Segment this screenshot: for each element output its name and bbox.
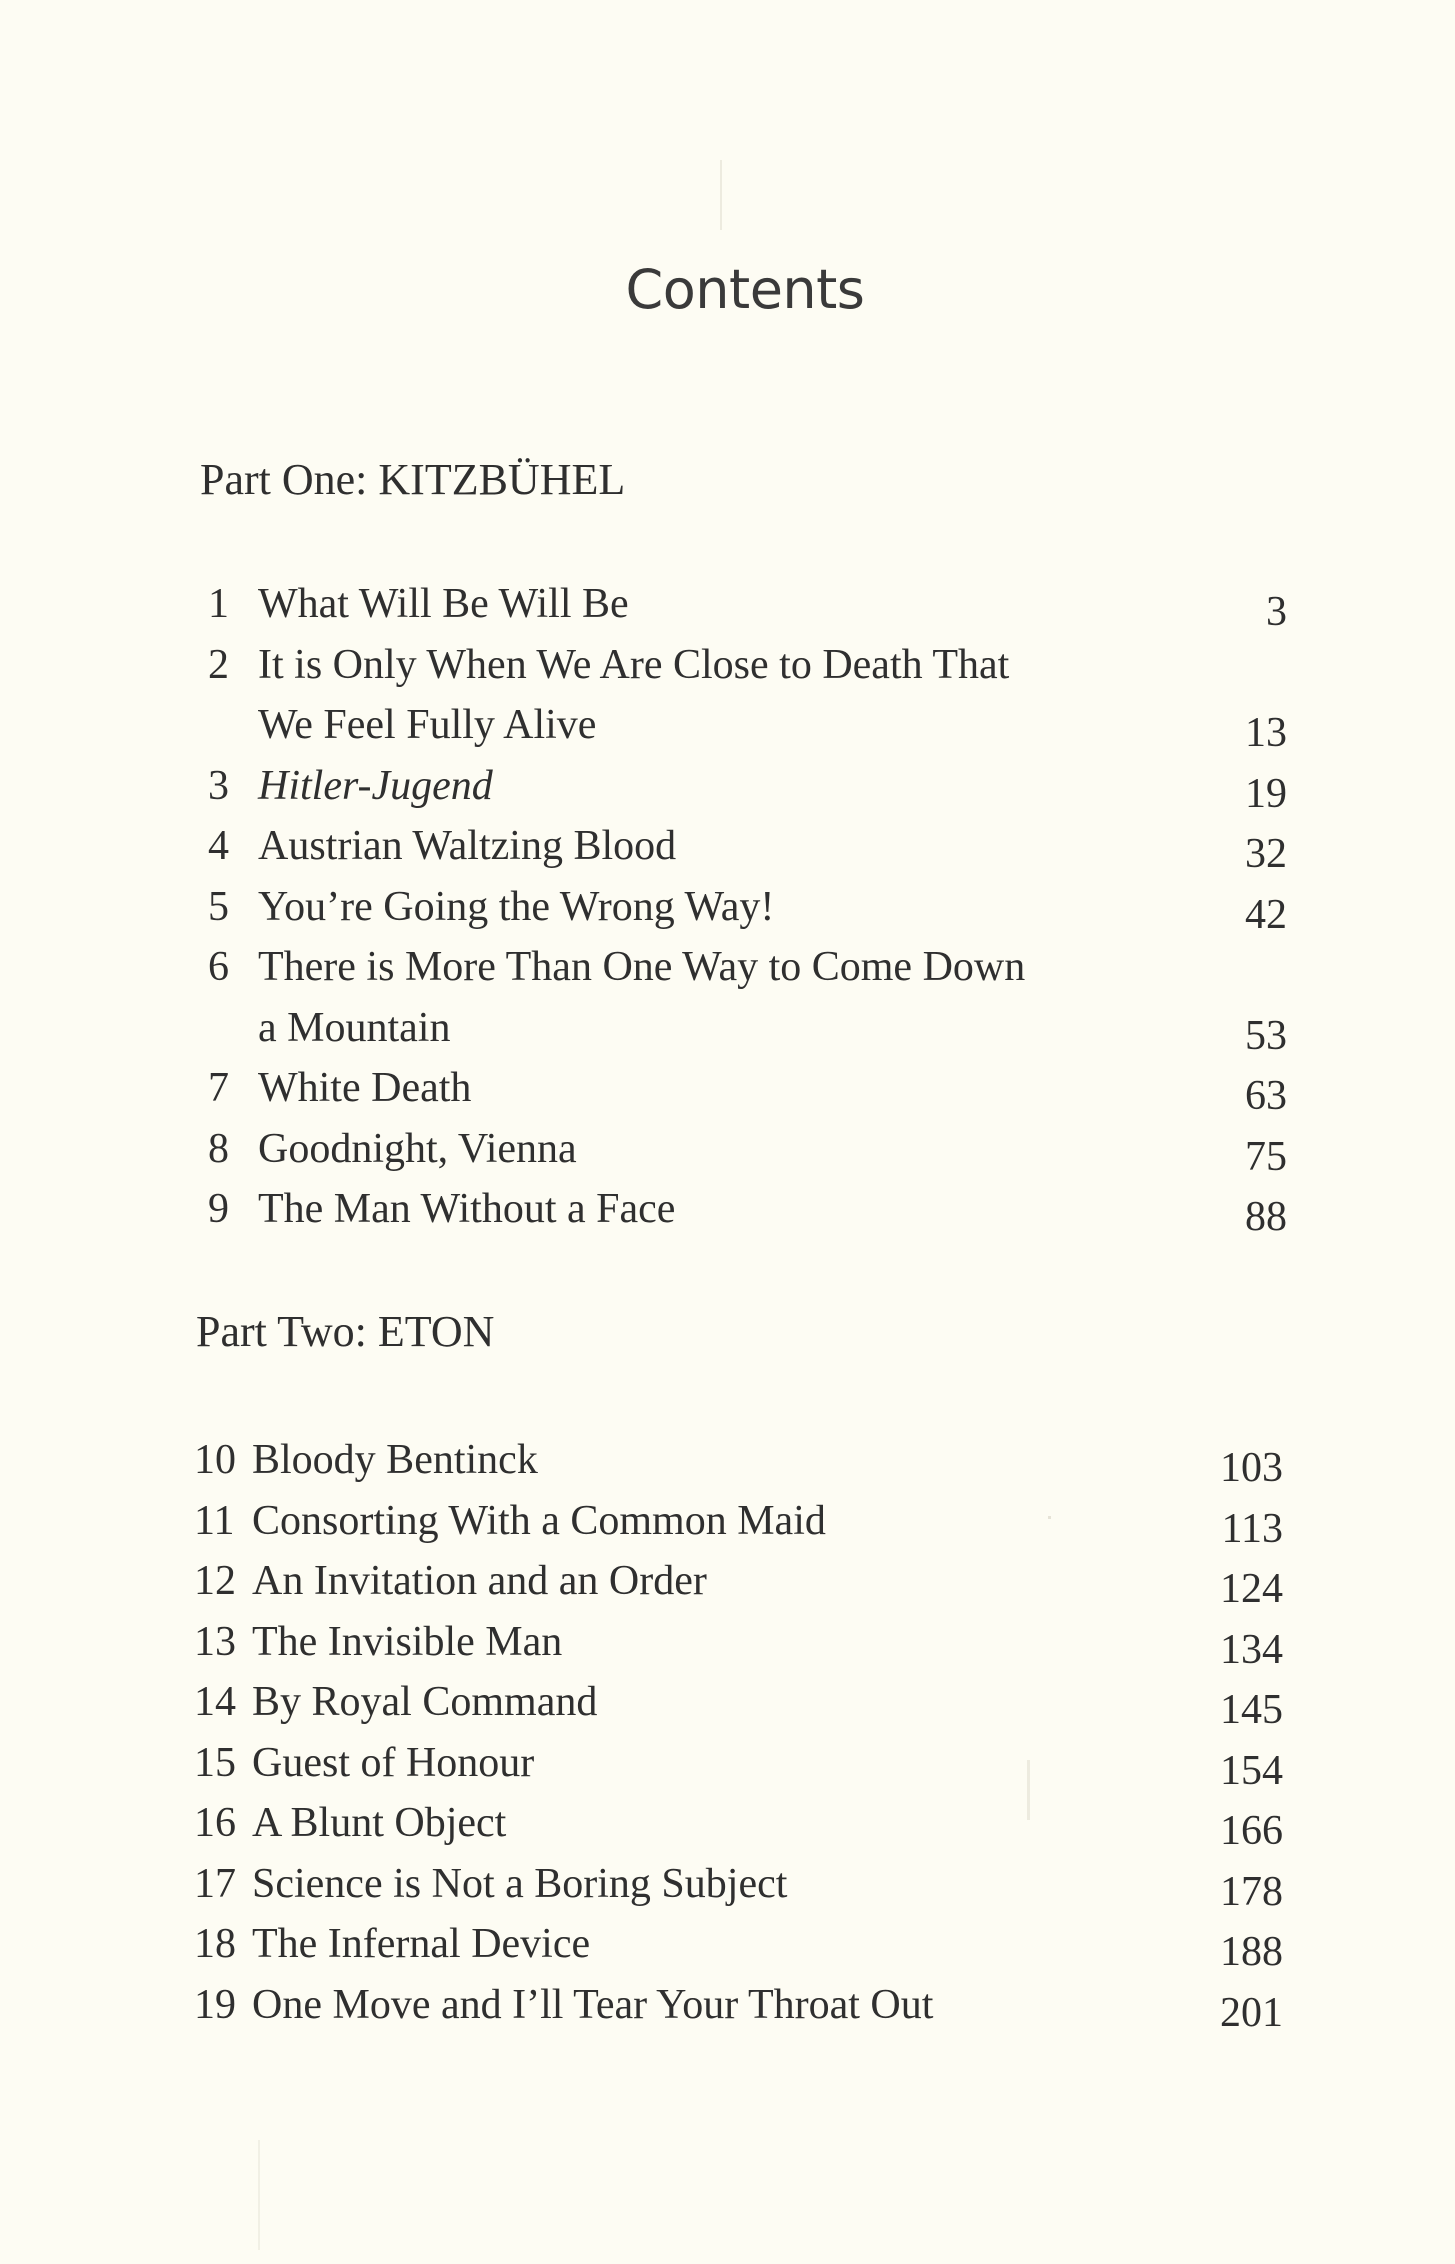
- page-number: 75: [1245, 1133, 1287, 1180]
- part-one-heading: Part One: KITZBÜHEL: [200, 455, 626, 504]
- chapter-title: White Death: [258, 1065, 472, 1111]
- toc-entry: [0, 1793, 1455, 1854]
- page-number: 178: [1220, 1868, 1283, 1915]
- scan-mark: [1027, 1760, 1030, 1820]
- toc-entry: [0, 937, 1455, 1058]
- toc-entry: [0, 1672, 1455, 1733]
- page-number: 13: [1245, 710, 1287, 756]
- chapter-title: What Will Be Will Be: [258, 581, 629, 627]
- chapter-number: 18: [194, 1921, 236, 1967]
- page-number: 32: [1245, 831, 1287, 877]
- part-two-heading: Part Two: ETON: [196, 1307, 495, 1356]
- page-number: 63: [1245, 1073, 1287, 1119]
- toc-entry: [0, 1612, 1455, 1673]
- page-number: 53: [1245, 1012, 1287, 1059]
- chapter-number: 9: [208, 1186, 229, 1232]
- chapter-number: 16: [194, 1800, 236, 1846]
- chapter-title: Consorting With a Common Maid: [252, 1497, 826, 1544]
- toc-entry: [0, 1430, 1455, 1491]
- page-number: 188: [1220, 1929, 1283, 1975]
- toc-entry: [0, 1854, 1455, 1915]
- toc-entry: [0, 877, 1455, 938]
- page-number: 19: [1245, 770, 1287, 817]
- chapter-title: Hitler-Jugend: [258, 762, 493, 809]
- chapter-number: 17: [194, 1860, 236, 1907]
- chapter-title: Science is Not a Boring Subject: [252, 1860, 788, 1907]
- page-title: Contents: [625, 258, 865, 321]
- chapter-title: Bloody Bentinck: [252, 1437, 538, 1483]
- toc-entry: [0, 574, 1455, 635]
- part-two-toc: [0, 1430, 1455, 2035]
- chapter-number: 8: [208, 1125, 229, 1172]
- chapter-title: You’re Going the Wrong Way!: [258, 883, 775, 930]
- chapter-number: 5: [208, 883, 229, 930]
- chapter-number: 3: [208, 762, 229, 809]
- chapter-title-continued: a Mountain: [258, 1004, 451, 1051]
- page-number: 154: [1220, 1747, 1283, 1794]
- toc-entry: [0, 1975, 1455, 2036]
- page-number: 166: [1220, 1808, 1283, 1854]
- chapter-title: The Infernal Device: [252, 1921, 591, 1967]
- chapter-number: 11: [194, 1497, 235, 1544]
- chapter-number: 15: [194, 1739, 236, 1786]
- page-number: 145: [1220, 1687, 1283, 1733]
- chapter-title: The Invisible Man: [252, 1618, 563, 1665]
- toc-entry: [0, 635, 1455, 756]
- page-number: 88: [1245, 1194, 1287, 1240]
- chapter-title: Guest of Honour: [252, 1739, 535, 1786]
- chapter-title: It is Only When We Are Close to Death That: [258, 641, 1010, 688]
- chapter-number: 6: [208, 944, 229, 990]
- chapter-title: There is More Than One Way to Come Down: [258, 944, 1026, 990]
- toc-entry: [0, 1491, 1455, 1552]
- chapter-title: The Man Without a Face: [258, 1186, 676, 1232]
- chapter-title-continued: We Feel Fully Alive: [258, 702, 597, 748]
- chapter-title: Austrian Waltzing Blood: [258, 823, 677, 869]
- page-number: 113: [1221, 1505, 1283, 1552]
- chapter-number: 2: [208, 641, 229, 688]
- toc-entry: [0, 1551, 1455, 1612]
- page-number: 103: [1220, 1445, 1283, 1491]
- chapter-number: 7: [208, 1065, 229, 1111]
- page-number: 3: [1266, 589, 1287, 635]
- chapter-number: 19: [194, 1981, 236, 2028]
- chapter-number: 4: [208, 823, 229, 869]
- page-number: 42: [1245, 891, 1287, 938]
- part-one-toc: [0, 574, 1455, 1240]
- chapter-title: By Royal Command: [252, 1679, 598, 1725]
- chapter-number: 12: [194, 1558, 236, 1604]
- page-number: 134: [1220, 1626, 1283, 1673]
- toc-entry: [0, 1179, 1455, 1240]
- toc-entry: [0, 1914, 1455, 1975]
- page-number: 201: [1220, 1989, 1283, 2036]
- scan-mark: [258, 2140, 260, 2250]
- toc-entry: [0, 756, 1455, 817]
- toc-entry: [0, 1058, 1455, 1119]
- scan-mark: [720, 160, 722, 230]
- toc-entry: [0, 816, 1455, 877]
- page-number: 124: [1220, 1566, 1283, 1612]
- toc-entry: [0, 1119, 1455, 1180]
- chapter-title: An Invitation and an Order: [252, 1558, 707, 1604]
- chapter-number: 1: [208, 581, 229, 627]
- chapter-number: 13: [194, 1618, 236, 1665]
- chapter-title: A Blunt Object: [252, 1800, 507, 1846]
- scan-mark: [1048, 1516, 1051, 1519]
- chapter-number: 14: [194, 1679, 236, 1725]
- chapter-number: 10: [194, 1437, 236, 1483]
- toc-entry: [0, 1733, 1455, 1794]
- chapter-title: One Move and I’ll Tear Your Throat Out: [252, 1981, 934, 2028]
- chapter-title: Goodnight, Vienna: [258, 1125, 577, 1172]
